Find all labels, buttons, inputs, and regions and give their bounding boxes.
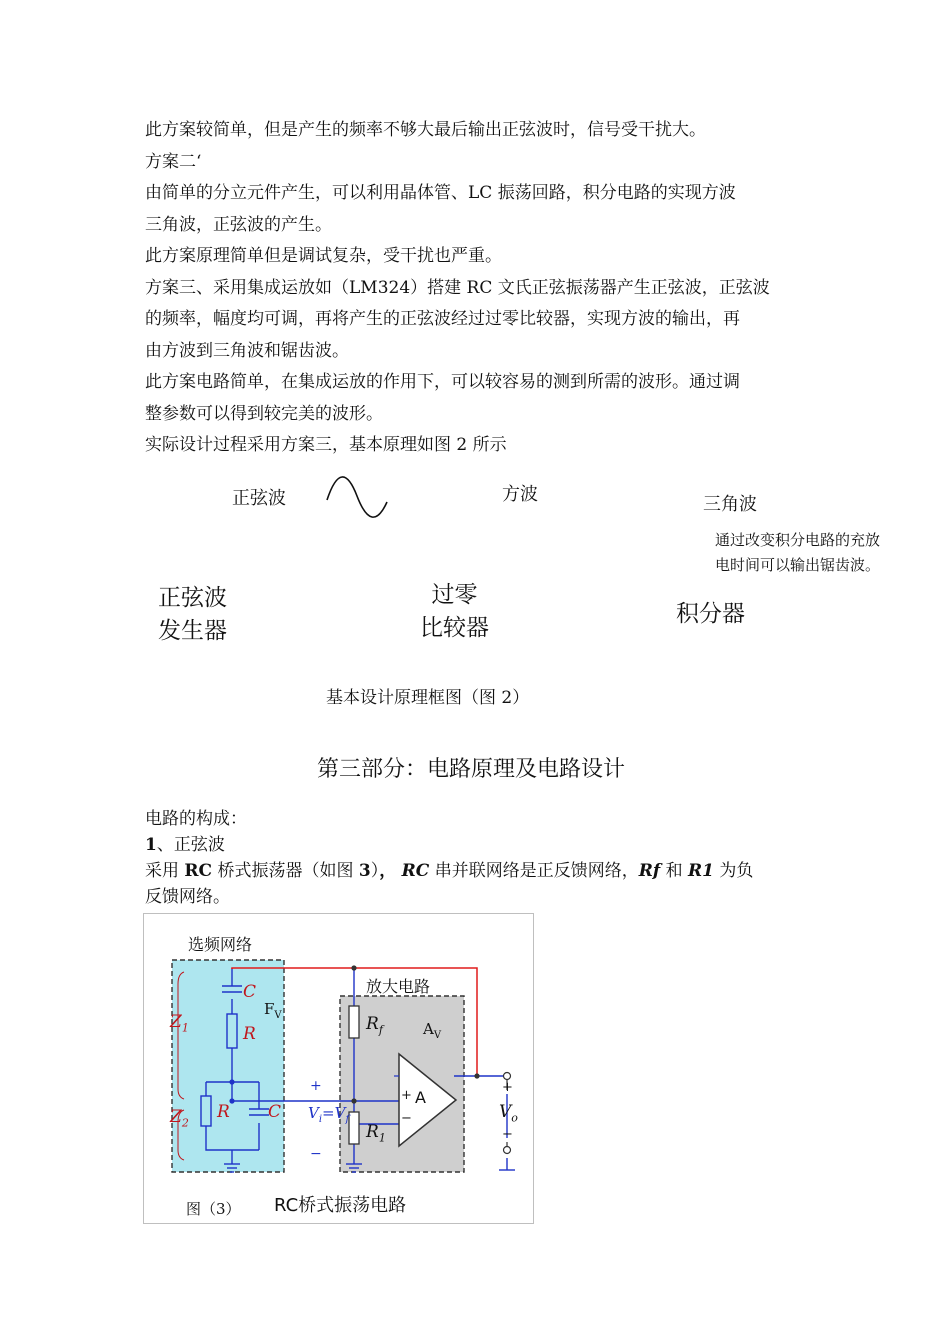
r1-label (366, 1122, 386, 1144)
amplifier-label: 放大电路 (366, 977, 431, 996)
z2-subscript: 2 (181, 1116, 189, 1130)
desc-text: 为负 (713, 861, 754, 881)
rf-symbol: R (366, 1014, 379, 1034)
c-top-label: C (243, 982, 257, 1002)
desc-text: 桥式振荡器（如图 (212, 861, 359, 881)
opamp-label: A (415, 1088, 426, 1107)
av-subscript: V (433, 1030, 442, 1041)
block-label: 正弦波 (158, 585, 227, 611)
rf-subscript: f (378, 1023, 383, 1037)
figure-3-title: RC桥式振荡电路 (274, 1195, 407, 1216)
figure-2-caption: 基本设计原理框图（图 2） (326, 688, 530, 708)
intro-paragraphs (145, 115, 815, 462)
output-minus: − (502, 1127, 513, 1142)
desc-text: 采用 (145, 861, 185, 881)
fv-label (264, 1000, 282, 1021)
figure-3-rc-bridge-oscillator (143, 913, 534, 1224)
paragraph: 三角波，正弦波的产生。 (145, 214, 332, 235)
vf-symbol: V (334, 1104, 346, 1122)
circuit-description (145, 858, 815, 884)
desc-bold-italic: Rf (638, 861, 661, 881)
desc-bold-italic: R1 (687, 861, 714, 881)
desc-bold: 3 (358, 861, 371, 881)
paragraph: 方案三、采用集成运放如（LM324）搭建 RC 文氏正弦振荡器产生正弦波，正弦波 (145, 277, 770, 298)
sawtooth-note (715, 528, 880, 578)
vi-subscript: i (318, 1114, 323, 1125)
c-bottom-label: C (268, 1102, 282, 1122)
block-integrator: 积分器 (676, 601, 745, 627)
z1-label (170, 1012, 189, 1034)
block-label: 过零 (431, 582, 478, 608)
desc-text: ） (370, 861, 380, 881)
desc-bold: RC (184, 861, 213, 881)
av-symbol: A (423, 1020, 434, 1038)
paragraph: 此方案原理简单但是调试复杂，受干扰也严重。 (145, 246, 502, 266)
item-number: 1 (145, 835, 157, 855)
item-heading (145, 832, 815, 858)
vf-subscript: f (345, 1114, 350, 1125)
av-label (423, 1020, 441, 1041)
paragraph: 此方案较简单，但是产生的频率不够大最后输出正弦波时，信号受干扰大。 (145, 120, 706, 140)
square-wave-label: 方波 (502, 484, 538, 505)
paragraph: 此方案电路简单，在集成运放的作用下，可以较容易的测到所需的波形。通过调 (145, 372, 740, 392)
z2-label (170, 1107, 189, 1129)
figure-3-caption: 图（3） (186, 1200, 241, 1218)
circuit-heading: 电路的构成： (145, 809, 247, 829)
block-zero-comparator (420, 579, 489, 645)
desc-text: 串并联网络是正反馈网络， (429, 861, 639, 881)
block-label: 比较器 (420, 615, 489, 641)
note-line: 通过改变积分电路的充放 (715, 531, 881, 549)
desc-bold-italic: RC (401, 861, 430, 881)
opamp-minus: − (401, 1111, 412, 1126)
paragraph: 的频率，幅度均可调，再将产生的正弦波经过过零比较器，实现方波的输出，再 (145, 309, 740, 329)
sine-wave-label: 正弦波 (232, 488, 286, 509)
note-line: 电时间可以输出锯齿波。 (715, 556, 881, 574)
opamp-plus: + (401, 1088, 412, 1103)
circuit-description-cont: 反馈网络。 (145, 887, 230, 907)
fv-subscript: V (274, 1010, 282, 1021)
desc-text: 和 (660, 861, 688, 881)
vo-label (499, 1102, 518, 1124)
r1-symbol: R (366, 1122, 379, 1142)
paragraph: 方案二‘ (145, 151, 202, 172)
block-label: 发生器 (158, 618, 227, 644)
z1-symbol: Z (170, 1012, 182, 1032)
circuit-diagram (144, 914, 533, 1223)
output-plus: + (502, 1080, 513, 1095)
network-plus: + (310, 1078, 322, 1094)
z1-subscript: 1 (181, 1021, 189, 1035)
paragraph: 实际设计过程采用方案三，基本原理如图 2 所示 (145, 435, 507, 455)
vi-symbol: V (308, 1104, 319, 1122)
vo-symbol: V (499, 1102, 512, 1122)
rf-label (366, 1014, 383, 1036)
vo-subscript: o (511, 1111, 518, 1125)
equals-sign: = (322, 1104, 335, 1122)
z2-symbol: Z (170, 1107, 182, 1127)
r1-subscript: 1 (378, 1131, 386, 1145)
r-bottom-label: R (217, 1102, 230, 1122)
select-network-label: 选频网络 (188, 935, 253, 954)
paragraph: 由简单的分立元件产生，可以利用晶体管、LC 振荡回路，积分电路的实现方波 (145, 183, 736, 203)
vi-vf-label (308, 1104, 349, 1125)
sine-wave-icon (323, 470, 393, 526)
r-top-label: R (243, 1024, 256, 1044)
item-title: 、正弦波 (156, 835, 225, 855)
circuit-section (145, 806, 815, 910)
block-sine-generator (158, 582, 227, 648)
triangle-wave-label: 三角波 (703, 494, 757, 515)
paragraph: 由方波到三角波和锯齿波。 (145, 340, 349, 361)
network-minus: − (310, 1146, 322, 1162)
fv-symbol: F (264, 1000, 275, 1018)
paragraph: 整参数可以得到较完美的波形。 (145, 403, 383, 424)
desc-bold: ， (379, 861, 397, 881)
section-title: 第三部分：电路原理及电路设计 (317, 757, 626, 782)
